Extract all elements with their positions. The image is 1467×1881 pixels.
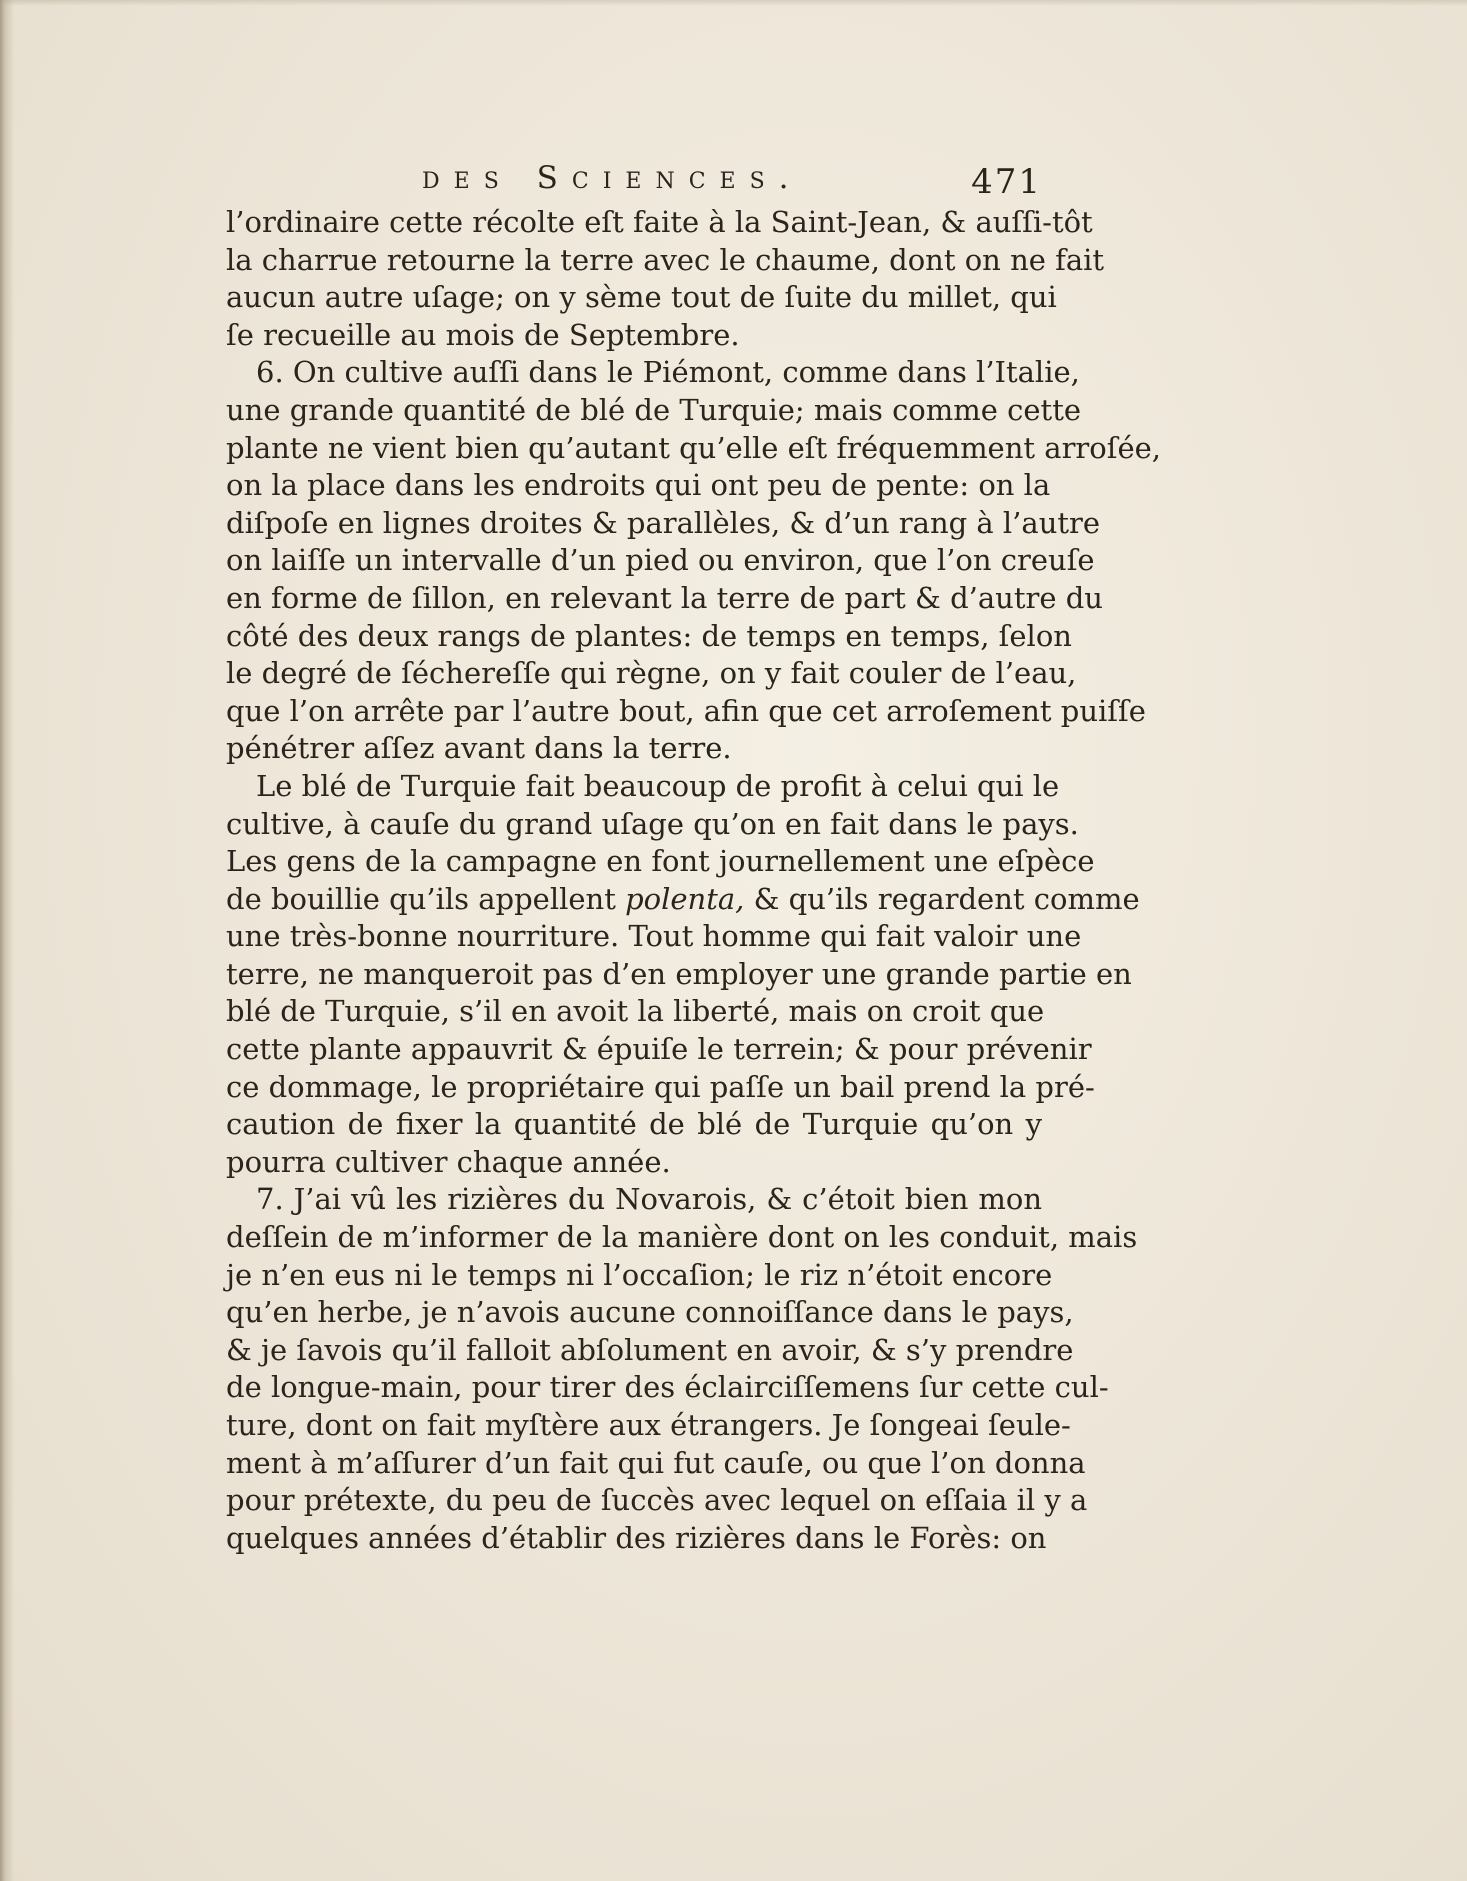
running-header [226,160,1042,204]
text-segment: de bouillie qu’ils appellent [226,881,626,916]
text-line: deſſein de m’informer de la manière dont on les conduit, mais [226,1220,1138,1255]
text-segment: & qu’ils regardent comme [744,881,1140,916]
text-line: plante ne vient bien qu’autant qu’elle eſt fréquemment arroſée, [226,430,1162,465]
text-line-polenta [226,881,1140,919]
text-line: blé de Turquie, s’il en avoit la liberté, mais on croit que [226,994,1045,1029]
text-line: ture, dont on fait myſtère aux étrangers. Je ſongeai ſeule- [226,1408,1071,1442]
text-line: ce dommage, le propriétaire qui paſſe un bail prend la pré- [226,1069,1095,1104]
text-line-paragraph-6-start: 6. On cultive auſſi dans le Piémont, comme dans l’Italie, [256,355,1080,390]
text-line: que l’on arrête par l’autre bout, afin que cet arroſement puiſſe [226,693,1146,728]
text-line: pour prétexte, du peu de ſuccès avec lequel on eſſaia il y a [226,1483,1088,1518]
text-line: qu’en herbe, je n’avois aucune connoiſſance dans le pays, [226,1295,1074,1330]
running-title: des Sciences. [422,160,803,196]
text-line: une très-bonne nourriture. Tout homme qui fait valoir une [226,919,1082,954]
text-line-paragraph-start: Le blé de Turquie fait beaucoup de profit à celui qui le [256,768,1060,803]
text-line: de longue-main, pour tirer des éclairciſſemens ſur cette cul- [226,1370,1109,1405]
text-line: cultive, à cauſe du grand uſage qu’on en fait dans le pays. [226,806,1079,841]
text-line: on la place dans les endroits qui ont peu de pente: on la [226,468,1051,503]
text-line-paragraph-7-start: 7. J’ai vû les rizières du Novarois, & c’étoit bien mon [256,1182,1042,1217]
text-line: la charrue retourne la terre avec le chaume, dont on ne fait [226,242,1105,277]
text-line: ſe recueille au mois de Septembre. [226,317,740,352]
text-line: cette plante appauvrit & épuiſe le terrein; & pour prévenir [226,1032,1092,1067]
text-line: pénétrer aſſez avant dans la terre. [226,731,732,766]
page-edge-shadow [0,0,1467,6]
page-number: 471 [971,162,1042,202]
text-line: je n’en eus ni le temps ni l’occaſion; le riz n’étoit encore [226,1257,1053,1292]
text-line: aucun autre uſage; on y sème tout de ſuite du millet, qui [226,280,1057,315]
text-line: diſpoſe en lignes droites & parallèles, & d’un rang à l’autre [226,505,1101,540]
italic-term: polenta, [625,881,745,916]
text-line: en forme de ſillon, en relevant la terre de part & d’autre du [226,580,1103,615]
text-line: une grande quantité de blé de Turquie; mais comme cette [226,392,1082,427]
body-text [226,204,1162,1557]
text-line: côté des deux rangs de plantes: de temps en temps, ſelon [226,618,1072,653]
text-line: ment à m’aſſurer d’un fait qui fut cauſe, ou que l’on donna [226,1445,1086,1480]
text-line: Les gens de la campagne en font journellement une eſpèce [226,844,1095,879]
text-line: le degré de ſéchereſſe qui règne, on y fait couler de l’eau, [226,656,1077,691]
text-line: quelques années d’établir des rizières dans le Forès: on [226,1520,1047,1555]
text-line: & je ſavois qu’il falloit abſolument en avoir, & s’y prendre [226,1332,1074,1367]
text-line: pourra cultiver chaque année. [226,1144,671,1179]
text-line: caution de fixer la quantité de blé de Turquie qu’on y [226,1107,1042,1142]
text-line: l’ordinaire cette récolte eſt faite à la Saint-Jean, & auſſi-tôt [226,205,1093,239]
text-block [226,160,1162,1557]
binding-gutter [0,0,14,1881]
text-line: on laiſſe un intervalle d’un pied ou environ, que l’on creuſe [226,543,1095,578]
text-line: terre, ne manqueroit pas d’en employer une grande partie en [226,956,1132,991]
